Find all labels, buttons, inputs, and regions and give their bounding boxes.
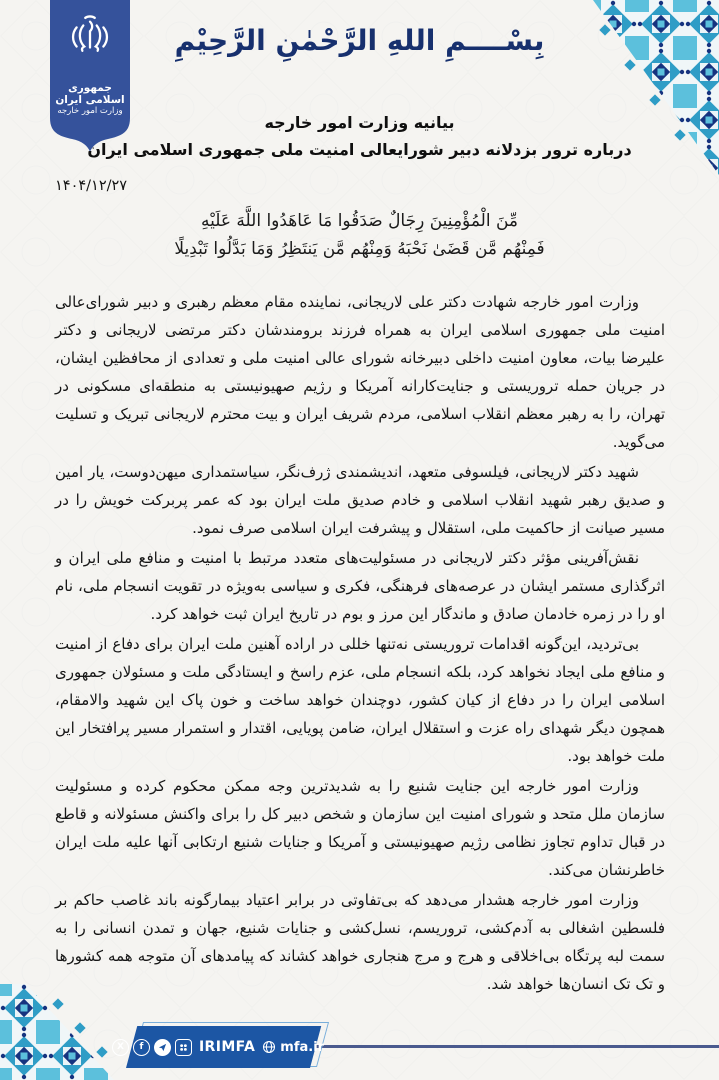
- quran-verse-line-1: مِّنَ الْمُؤْمِنِينَ رِجَالٌ صَدَقُوا مَا عَاهَدُوا اللَّهَ عَلَيْهِ: [200, 211, 519, 231]
- iran-emblem-icon: [69, 14, 111, 58]
- aparat-icon[interactable]: [175, 1039, 192, 1056]
- x-icon[interactable]: X: [112, 1039, 129, 1056]
- footer-social-banner: [116, 1026, 325, 1068]
- footer-banner-content: [116, 1026, 325, 1068]
- statement-paragraph: وزارت امور خارجه این جنایت شنیع را به شدیدترین وجه ممکن محکوم کرده و مسئولیت سازمان ملل متحد و شورای امنیت این سازمان و شخص دبیر کل را برای واکنش مسئولانه و قاطع در قبال تداوم تجاوز نظامی رژیم صهیونیستی و آمریکا و جنایات شنیع ارتکابی آنها علیه ملت ایران خاطرنشان می‌کند.: [55, 777, 665, 879]
- statement-subtitle: درباره ترور بزدلانه دبیر شورایعالی امنیت ملی جمهوری اسلامی ایران: [87, 140, 632, 159]
- badge-ministry-name: وزارت امور خارجه: [57, 106, 123, 116]
- website-link[interactable]: mfa.ir: [280, 1039, 325, 1055]
- footer-divider-line: [302, 1045, 719, 1048]
- statement-title: بیانیه وزارت امور خارجه: [264, 113, 455, 132]
- quran-verse: [0, 207, 719, 263]
- statement-paragraph: بی‌تردید، این‌گونه اقدامات تروریستی نه‌تنها خللی در اراده آهنین ملت ایران برای دفاع از امنیت و منافع ملی ایجاد نخواهد کرد، بلکه انسجام ملی، عزم راسخ و ایستادگی ملت و مسئولان جمهوری اسلامی ایران را در دفاع از کیان کشور، دوچندان خواهد ساخت و خون پاک این شهید والامقام، همچون دیگر شهدای راه عزت و استقلال ایران، ضامن پویایی، اقتدار و استمرار مسیر پرافتخار این ملت خواهد بود.: [55, 635, 665, 765]
- statement-paragraph: وزارت امور خارجه شهادت دکتر علی لاریجانی، نماینده مقام معظم رهبری و دبیر شورای‌عالی امنیت ملی جمهوری اسلامی ایران به همراه فرزند برومندشان دکتر مرتضی لاریجانی و دکتر علیرضا بیات، معاون امنیت داخلی دبیرخانه شورای عالی امنیت ملی و تعدادی از محافظین ایشان، در جریان حمله تروریستی و جنایت‌کارانه آمریکا و رژیم صهیونیستی به منطقه‌ای مسکونی در تهران، را به رهبر معظم انقلاب اسلامی، مردم شریف ایران و بیت محترم لاریجانی تبریک و تسلیت می‌گوید.: [55, 293, 665, 451]
- statement-body: [55, 288, 665, 1000]
- facebook-icon[interactable]: f: [133, 1039, 150, 1056]
- statement-paragraph: شهید دکتر لاریجانی، فیلسوفی متعهد، اندیشمندی ژرف‌نگر، سیاستمداری میهن‌دوست، یار امین و صدیق رهبر شهید انقلاب اسلامی و خادم صدیق ملت ایران بود که عمر پربرکت خویش را در مسیر صیانت از حاکمیت ملی، استقلال و پیشرفت ایران اسلامی صرف نمود.: [55, 463, 665, 537]
- telegram-icon[interactable]: [154, 1039, 171, 1056]
- quran-verse-line-2: فَمِنْهُم مَّن قَضَىٰ نَحْبَهُ وَمِنْهُم مَّن يَنتَظِرُ وَمَا بَدَّلُوا تَبْدِيلًا: [174, 239, 545, 259]
- statement-paragraph: وزارت امور خارجه هشدار می‌دهد که بی‌تفاوتی در برابر اعتیاد بیمارگونه باند غاصب حاکم بر فلسطین اشغالی به آدم‌کشی، تروریسم، نسل‌کشی و جنایات شنیع، جهان و تمدن انسانی را به سمت لبه پرتگاه بی‌اخلاقی و هرج و مرج هنجاری خواهد کشاند که پیامدهای آن متوجه همه کشورها و تک تک انسان‌ها خواهد شد.: [55, 891, 665, 993]
- statement-paragraph: نقش‌آفرینی مؤثر دکتر لاریجانی در مسئولیت‌های متعدد مرتبط با امنیت و منافع ملی ایران و اثرگذاری مستمر ایشان در عرصه‌های فرهنگی، فکری و سیاسی به‌ویژه در تقویت انسجام ملی، نام او را در زمره خادمان صادق و ماندگار این مرز و بوم در تاریخ ایران ثبت خواهد کرد.: [55, 549, 665, 623]
- statement-date: ۱۴۰۴/۱۲/۲۷: [55, 178, 128, 194]
- social-handle: IRIMFA: [198, 1039, 256, 1055]
- bismillah-calligraphy: بِسْــــمِ اللهِ الرَّحْمٰنِ الرَّحِیْمِ: [174, 24, 545, 57]
- globe-icon[interactable]: [262, 1040, 276, 1054]
- badge-org-name: جمهوری اسلامی ایران: [55, 82, 125, 106]
